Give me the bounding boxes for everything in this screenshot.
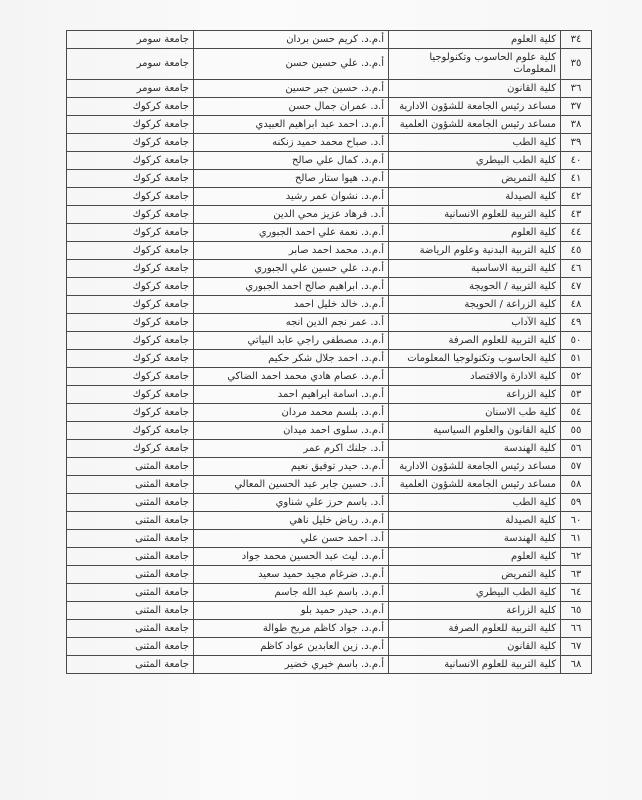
table-row (67, 98, 592, 116)
university-name: جامعة كركوك (67, 278, 194, 296)
table-row (67, 476, 592, 494)
university-name: جامعة كركوك (67, 206, 194, 224)
college-name: كلية الطب (389, 134, 561, 152)
person-name: أ.د. صباح محمد حميد زنكنه (194, 134, 389, 152)
row-number: ٥٩ (561, 494, 592, 512)
row-number: ٤٤ (561, 224, 592, 242)
college-name: كلية التربية للعلوم الانسانية (389, 206, 561, 224)
college-name: مساعد رئيس الجامعة للشؤون الادارية (389, 458, 561, 476)
person-name: أ.م.د. ليث عبد الحسين محمد جواد (194, 548, 389, 566)
person-name: أ.م.د. هيوا ستار صالح (194, 170, 389, 188)
person-name: أ.م.د. خالد خليل احمد (194, 296, 389, 314)
university-name: جامعة المثنى (67, 494, 194, 512)
row-number: ٣٦ (561, 80, 592, 98)
row-number: ٥٠ (561, 332, 592, 350)
row-number: ٦٧ (561, 638, 592, 656)
university-name: جامعة المثنى (67, 458, 194, 476)
person-name: أ.د. عمر نجم الدين انجه (194, 314, 389, 332)
row-number: ٣٩ (561, 134, 592, 152)
row-number: ٤٨ (561, 296, 592, 314)
person-name: أ.م.د. علي حسين حسن (194, 49, 389, 80)
table-row (67, 296, 592, 314)
table-row (67, 242, 592, 260)
row-number: ٤٦ (561, 260, 592, 278)
college-name: كلية الزراعة / الحويجة (389, 296, 561, 314)
table-row (67, 530, 592, 548)
university-name: جامعة كركوك (67, 116, 194, 134)
table-row (67, 31, 592, 49)
person-name: أ.م.د. احمد عبد ابراهيم العبيدي (194, 116, 389, 134)
college-name: مساعد رئيس الجامعة للشؤون العلمية (389, 476, 561, 494)
table-body (67, 31, 592, 674)
row-number: ٥٧ (561, 458, 592, 476)
college-name: كلية التربية للعلوم الانسانية (389, 656, 561, 674)
row-number: ٤٣ (561, 206, 592, 224)
college-name: كلية الادارة والاقتصاد (389, 368, 561, 386)
row-number: ٥٦ (561, 440, 592, 458)
university-name: جامعة كركوك (67, 188, 194, 206)
person-name: أ.م.د. حيدر توفيق نعيم (194, 458, 389, 476)
row-number: ٤٢ (561, 188, 592, 206)
university-name: جامعة كركوك (67, 350, 194, 368)
table-row (67, 620, 592, 638)
college-name: كلية التمريض (389, 170, 561, 188)
table-row (67, 368, 592, 386)
row-number: ٥٢ (561, 368, 592, 386)
table-row (67, 314, 592, 332)
university-name: جامعة كركوك (67, 242, 194, 260)
person-name: أ.م.د. علي حسين علي الجبوري (194, 260, 389, 278)
person-name: أ.د. احمد حسن علي (194, 530, 389, 548)
university-name: جامعة المثنى (67, 584, 194, 602)
table-row (67, 638, 592, 656)
person-name: أ.م.د. نعمة علي احمد الجبوري (194, 224, 389, 242)
table-row (67, 458, 592, 476)
college-name: كلية طب الاسنان (389, 404, 561, 422)
college-name: كلية التربية البدنية وعلوم الرياضة (389, 242, 561, 260)
university-name: جامعة كركوك (67, 170, 194, 188)
college-name: كلية التربية للعلوم الصرفة (389, 332, 561, 350)
row-number: ٦٢ (561, 548, 592, 566)
row-number: ٦٣ (561, 566, 592, 584)
table-row (67, 134, 592, 152)
table-row (67, 422, 592, 440)
person-name: أ.م.د. عصام هادي محمد احمد الضاكي (194, 368, 389, 386)
university-name: جامعة كركوك (67, 296, 194, 314)
person-name: أ.م.د. زين العابدين عواد كاظم (194, 638, 389, 656)
person-name: أ.د. باسم حرز علي شناوي (194, 494, 389, 512)
college-name: كلية الحاسوب وتكنولوجيا المعلومات (389, 350, 561, 368)
table-row (67, 548, 592, 566)
college-name: كلية الزراعة (389, 602, 561, 620)
row-number: ٦٨ (561, 656, 592, 674)
university-name: جامعة المثنى (67, 512, 194, 530)
university-name: جامعة المثنى (67, 656, 194, 674)
college-name: كلية الصيدلة (389, 188, 561, 206)
table-row (67, 602, 592, 620)
row-number: ٤٩ (561, 314, 592, 332)
college-name: كلية الهندسة (389, 530, 561, 548)
table-row (67, 440, 592, 458)
university-name: جامعة المثنى (67, 566, 194, 584)
college-name: مساعد رئيس الجامعة للشؤون العلمية (389, 116, 561, 134)
table-row (67, 512, 592, 530)
university-name: جامعة كركوك (67, 98, 194, 116)
row-number: ٣٧ (561, 98, 592, 116)
person-name: أ.م.د. جواد كاظم مريح طوالة (194, 620, 389, 638)
row-number: ٦٤ (561, 584, 592, 602)
row-number: ٣٤ (561, 31, 592, 49)
person-name: أ.م.د. باسم خيري خضير (194, 656, 389, 674)
college-name: كلية القانون والعلوم السياسية (389, 422, 561, 440)
row-number: ٤١ (561, 170, 592, 188)
table-row (67, 278, 592, 296)
college-name: كلية التربية للعلوم الصرفة (389, 620, 561, 638)
university-name: جامعة المثنى (67, 548, 194, 566)
row-number: ٣٨ (561, 116, 592, 134)
table-row (67, 386, 592, 404)
person-name: أ.م.د. كمال علي صالح (194, 152, 389, 170)
university-name: جامعة كركوك (67, 314, 194, 332)
university-name: جامعة المثنى (67, 602, 194, 620)
university-name: جامعة كركوك (67, 368, 194, 386)
university-name: جامعة كركوك (67, 134, 194, 152)
university-name: جامعة كركوك (67, 404, 194, 422)
college-name: كلية الهندسة (389, 440, 561, 458)
person-name: أ.م.د. حسين جبر حسين (194, 80, 389, 98)
university-name: جامعة كركوك (67, 152, 194, 170)
college-name: كلية الصيدلة (389, 512, 561, 530)
row-number: ٥١ (561, 350, 592, 368)
person-name: أ.د. حسين جابر عبد الحسين المعالي (194, 476, 389, 494)
college-name: كلية الزراعة (389, 386, 561, 404)
officials-table (66, 30, 592, 674)
table-row (67, 566, 592, 584)
college-name: كلية الطب البيطري (389, 584, 561, 602)
table-row (67, 170, 592, 188)
university-name: جامعة المثنى (67, 620, 194, 638)
college-name: كلية العلوم (389, 31, 561, 49)
person-name: أ.م.د. نشوان عمر رشيد (194, 188, 389, 206)
university-name: جامعة سومر (67, 80, 194, 98)
person-name: أ.م.د. ضرغام مجيد حميد سعيد (194, 566, 389, 584)
person-name: أ.م.د. احمد جلال شكر حكيم (194, 350, 389, 368)
university-name: جامعة سومر (67, 31, 194, 49)
row-number: ٥٥ (561, 422, 592, 440)
university-name: جامعة المثنى (67, 638, 194, 656)
person-name: أ.م.د. حيدر حميد بلو (194, 602, 389, 620)
person-name: أ.م.د. بلسم محمد مردان (194, 404, 389, 422)
table-row (67, 260, 592, 278)
university-name: جامعة كركوك (67, 422, 194, 440)
college-name: كلية العلوم (389, 548, 561, 566)
table-row (67, 350, 592, 368)
table-row (67, 206, 592, 224)
college-name: كلية التمريض (389, 566, 561, 584)
person-name: أ.د. جلنك اكرم عمر (194, 440, 389, 458)
table-row (67, 584, 592, 602)
university-name: جامعة كركوك (67, 332, 194, 350)
table-row (67, 116, 592, 134)
table-row (67, 224, 592, 242)
college-name: كلية الآداب (389, 314, 561, 332)
row-number: ٣٥ (561, 49, 592, 80)
table-row (67, 49, 592, 80)
university-name: جامعة المثنى (67, 530, 194, 548)
college-name: كلية علوم الحاسوب وتكنولوجيا المعلومات (389, 49, 561, 80)
row-number: ٥٤ (561, 404, 592, 422)
college-name: كلية التربية الاساسية (389, 260, 561, 278)
row-number: ٥٨ (561, 476, 592, 494)
person-name: أ.م.د. كريم حسن بردان (194, 31, 389, 49)
table-row (67, 494, 592, 512)
row-number: ٦١ (561, 530, 592, 548)
person-name: أ.د. عمران جمال حسن (194, 98, 389, 116)
person-name: أ.م.د. سلوى احمد ميدان (194, 422, 389, 440)
table-row (67, 332, 592, 350)
row-number: ٤٠ (561, 152, 592, 170)
person-name: أ.م.د. مصطفى راجي عابد البياتي (194, 332, 389, 350)
person-name: أ.م.د. باسم عبد الله جاسم (194, 584, 389, 602)
university-name: جامعة كركوك (67, 224, 194, 242)
table-row (67, 152, 592, 170)
table-row (67, 404, 592, 422)
person-name: أ.د. فرهاد عزيز محي الدين (194, 206, 389, 224)
college-name: كلية القانون (389, 80, 561, 98)
person-name: أ.م.د. ابراهيم صالح احمد الجبوري (194, 278, 389, 296)
row-number: ٦٥ (561, 602, 592, 620)
person-name: أ.م.د. اسامة ابراهيم احمد (194, 386, 389, 404)
university-name: جامعة سومر (67, 49, 194, 80)
college-name: كلية الطب (389, 494, 561, 512)
person-name: أ.م.د. رياض خليل ناهي (194, 512, 389, 530)
row-number: ٦٠ (561, 512, 592, 530)
college-name: مساعد رئيس الجامعة للشؤون الادارية (389, 98, 561, 116)
university-name: جامعة كركوك (67, 260, 194, 278)
table-row (67, 80, 592, 98)
university-name: جامعة المثنى (67, 476, 194, 494)
table-row (67, 188, 592, 206)
college-name: كلية العلوم (389, 224, 561, 242)
table-row (67, 656, 592, 674)
row-number: ٤٥ (561, 242, 592, 260)
person-name: أ.م.د. محمد احمد صابر (194, 242, 389, 260)
college-name: كلية الطب البيطري (389, 152, 561, 170)
university-name: جامعة كركوك (67, 386, 194, 404)
university-name: جامعة كركوك (67, 440, 194, 458)
college-name: كلية التربية / الحويجة (389, 278, 561, 296)
row-number: ٤٧ (561, 278, 592, 296)
row-number: ٥٣ (561, 386, 592, 404)
row-number: ٦٦ (561, 620, 592, 638)
college-name: كلية القانون (389, 638, 561, 656)
